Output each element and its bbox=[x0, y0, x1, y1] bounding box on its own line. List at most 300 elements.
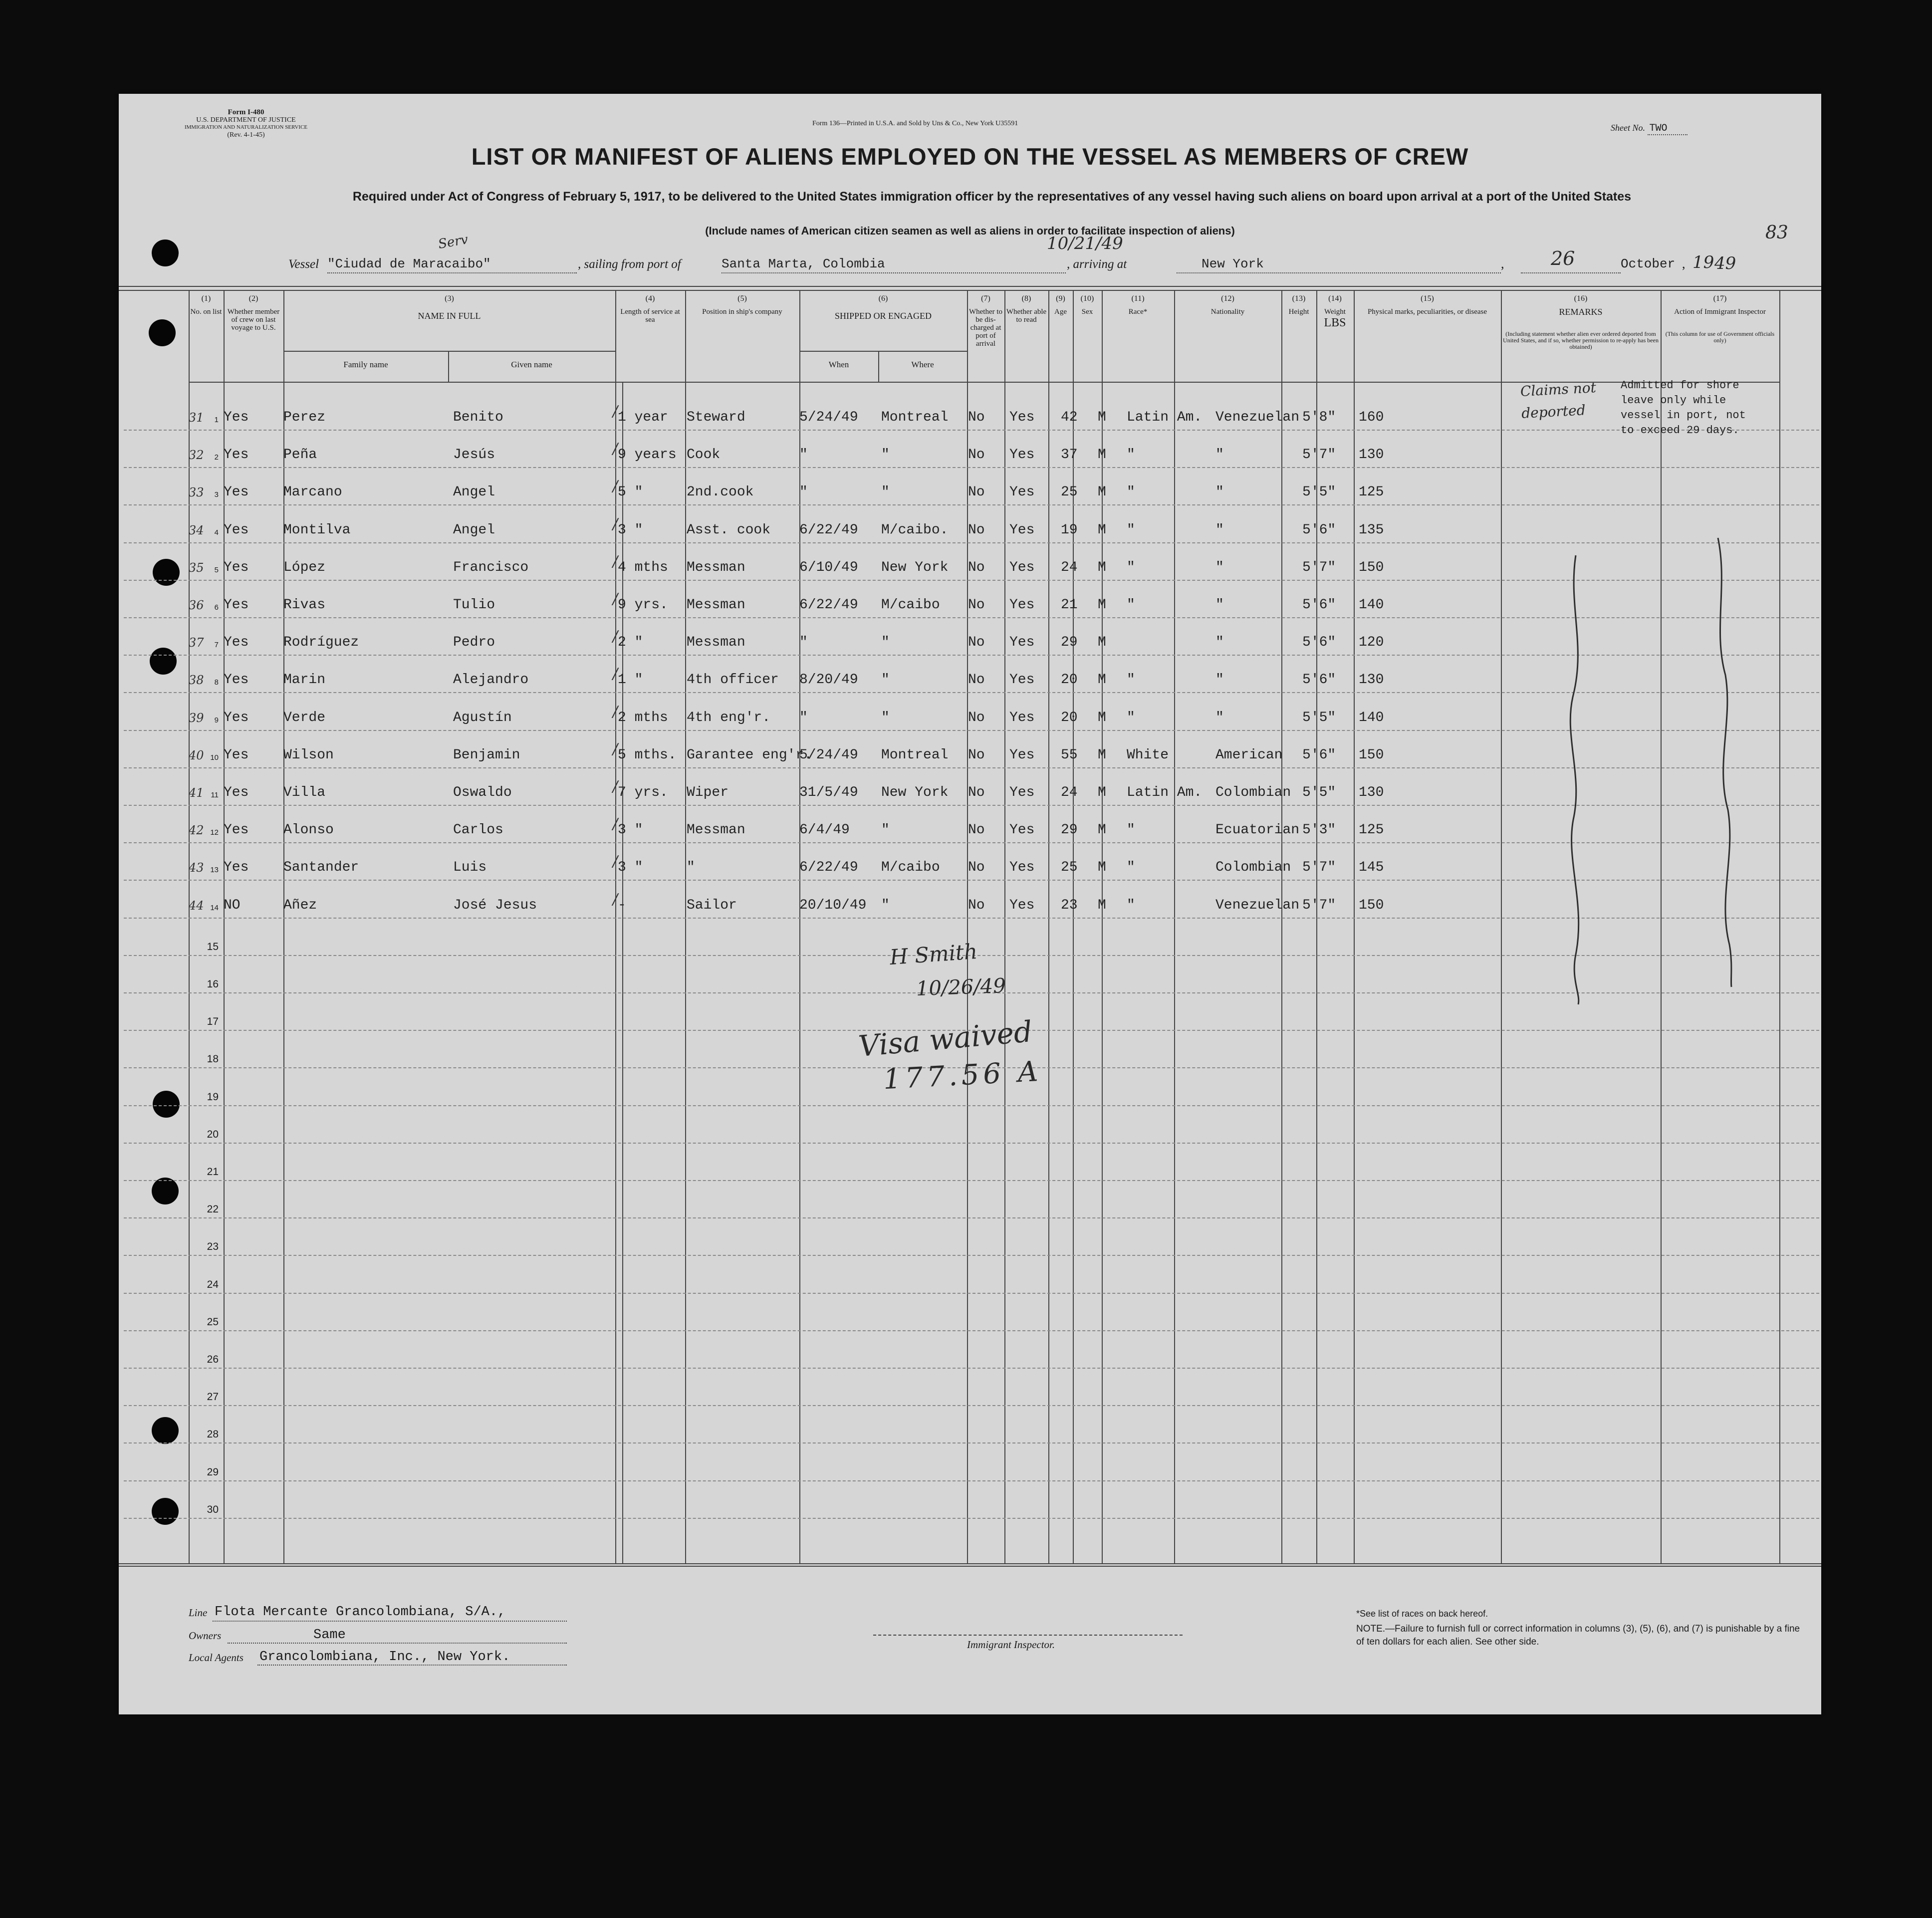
cell-position: Sailor bbox=[687, 897, 737, 913]
brace-line-col15 bbox=[1570, 555, 1579, 1004]
cell-prev: Yes bbox=[224, 672, 249, 688]
check-mark: / bbox=[613, 478, 618, 495]
agents-label: Local Agents bbox=[189, 1652, 243, 1664]
check-mark: / bbox=[613, 890, 618, 908]
printed-line-number: 18 bbox=[207, 1053, 219, 1065]
printed-line-number: 19 bbox=[207, 1091, 219, 1103]
cell-when: 6/10/49 bbox=[799, 559, 858, 575]
cell-family: Rodríguez bbox=[283, 635, 359, 651]
printed-line-number: 24 bbox=[207, 1278, 219, 1290]
column-number: (15) bbox=[1421, 294, 1434, 303]
cell-sex: M bbox=[1098, 559, 1106, 575]
printed-line-number: 16 bbox=[207, 978, 219, 990]
cell-sex: M bbox=[1098, 410, 1106, 425]
cell-family: Villa bbox=[283, 785, 326, 800]
printed-line-number: 8 bbox=[214, 678, 219, 687]
cell-race: White bbox=[1127, 747, 1169, 763]
row-number: 41 bbox=[189, 786, 204, 800]
column-sub-label: Where bbox=[911, 360, 934, 369]
cell-discharged: No bbox=[968, 822, 985, 838]
cell-family: Alonso bbox=[283, 822, 334, 838]
cell-position: 4th eng'r. bbox=[687, 710, 771, 725]
cell-service: 3 " bbox=[618, 822, 643, 838]
column-sub-label: (This column for use of Government officials only) bbox=[1665, 330, 1775, 344]
cell-race: " bbox=[1127, 897, 1135, 913]
cell-read: Yes bbox=[1009, 484, 1035, 500]
punch-hole bbox=[152, 240, 179, 266]
cell-given: Francisco bbox=[453, 559, 529, 575]
cell-weight: 125 bbox=[1359, 822, 1384, 838]
cell-sex: M bbox=[1098, 785, 1106, 800]
column-label: Whether to be dis-charged at port of arrival bbox=[968, 308, 1003, 348]
cell-position: Messman bbox=[687, 822, 745, 838]
column-label: Position in ship's company bbox=[702, 308, 782, 316]
cell-nationality: " bbox=[1215, 559, 1224, 575]
cell-read: Yes bbox=[1009, 860, 1035, 876]
cell-age: 55 bbox=[1061, 747, 1078, 763]
row-number: 35 bbox=[189, 560, 204, 575]
cell-weight: 150 bbox=[1359, 559, 1384, 575]
cell-nationality: " bbox=[1215, 672, 1224, 688]
cell-discharged: No bbox=[968, 410, 985, 425]
rule bbox=[119, 1566, 1821, 1567]
cell-age: 20 bbox=[1061, 710, 1078, 725]
year-prefix: 19 bbox=[1692, 252, 1714, 272]
cell-height: 5'8" bbox=[1302, 410, 1336, 425]
manifest-sheet bbox=[119, 94, 1821, 1714]
column-label: Nationality bbox=[1210, 308, 1245, 316]
cell-race: " bbox=[1127, 559, 1135, 575]
cell-height: 5'6" bbox=[1302, 747, 1336, 763]
cell-position: Cook bbox=[687, 447, 721, 463]
cell-race: " bbox=[1127, 860, 1135, 876]
cell-prev: Yes bbox=[224, 747, 249, 763]
cell-height: 5'7" bbox=[1302, 447, 1336, 463]
department-name: U.S. DEPARTMENT OF JUSTICE bbox=[196, 116, 296, 124]
cell-age: 42 bbox=[1061, 410, 1078, 425]
printed-line-number: 1 bbox=[214, 416, 219, 424]
check-mark: / bbox=[613, 740, 618, 758]
agents-value: Grancolombiana, Inc., New York. bbox=[259, 1650, 510, 1665]
cell-service: 3 " bbox=[618, 860, 643, 876]
cell-given: Luis bbox=[453, 860, 487, 876]
cell-race: " bbox=[1127, 672, 1135, 688]
printed-line-number: 23 bbox=[207, 1241, 219, 1253]
cell-position: " bbox=[687, 860, 695, 876]
column-number: (16) bbox=[1574, 294, 1588, 303]
cell-read: Yes bbox=[1009, 635, 1035, 651]
cell-service: 5 " bbox=[618, 484, 643, 500]
check-mark: / bbox=[613, 515, 618, 533]
cell-position: Steward bbox=[687, 410, 745, 425]
cell-where: " bbox=[881, 710, 890, 725]
cell-service: 5 mths. bbox=[618, 747, 677, 763]
form-number: Form I-480 bbox=[228, 108, 264, 116]
cell-age: 29 bbox=[1061, 635, 1078, 651]
column-number: (8) bbox=[1021, 294, 1031, 303]
cell-given: Pedro bbox=[453, 635, 495, 651]
cell-where: Montreal bbox=[881, 747, 949, 763]
cell-race: " bbox=[1127, 710, 1135, 725]
include-note: (Include names of American citizen seamen as well as aliens in order to facilitate inspection of aliens) bbox=[705, 225, 1235, 237]
cell-age: 24 bbox=[1061, 785, 1078, 800]
cell-discharged: No bbox=[968, 597, 985, 613]
cell-sex: M bbox=[1098, 710, 1106, 725]
cell-discharged: No bbox=[968, 785, 985, 800]
printed-line-number: 30 bbox=[207, 1503, 219, 1515]
column-number: (14) bbox=[1328, 294, 1342, 303]
cell-weight: 140 bbox=[1359, 597, 1384, 613]
cell-height: 5'7" bbox=[1302, 897, 1336, 913]
cell-when: 6/4/49 bbox=[799, 822, 850, 838]
cell-prev: Yes bbox=[224, 860, 249, 876]
printed-line-number: 15 bbox=[207, 941, 219, 953]
column-sub-label: Family name bbox=[343, 360, 388, 369]
row-number: 39 bbox=[189, 711, 204, 725]
cell-prev: Yes bbox=[224, 785, 249, 800]
vessel-hand-note: Serv bbox=[437, 232, 470, 252]
cell-when: 6/22/49 bbox=[799, 860, 858, 876]
row-number: 40 bbox=[189, 748, 204, 762]
cell-discharged: No bbox=[968, 522, 985, 538]
column-label: Race* bbox=[1128, 308, 1148, 316]
vessel-label: Vessel bbox=[288, 257, 319, 271]
cell-service: 9 yrs. bbox=[618, 597, 668, 613]
cell-height: 5'7" bbox=[1302, 860, 1336, 876]
column-label: Length of service at sea bbox=[620, 308, 680, 324]
cell-family: Marin bbox=[283, 672, 326, 688]
cell-position: 4th officer bbox=[687, 672, 779, 688]
column-label: REMARKS bbox=[1559, 307, 1603, 317]
column-number: (13) bbox=[1292, 294, 1306, 303]
printer-note: Form 136—Printed in U.S.A. and Sold by Uns & Co., New York U35591 bbox=[812, 120, 1018, 127]
printed-line-number: 3 bbox=[214, 490, 219, 499]
cell-height: 5'6" bbox=[1302, 672, 1336, 688]
cell-age: 21 bbox=[1061, 597, 1078, 613]
cell-given: Agustín bbox=[453, 710, 512, 725]
sailing-date-hand: 10/21/49 bbox=[1047, 234, 1123, 253]
cell-service: 3 " bbox=[618, 522, 643, 538]
column-number: (10) bbox=[1080, 294, 1094, 303]
printed-line-number: 27 bbox=[207, 1391, 219, 1403]
cell-discharged: No bbox=[968, 447, 985, 463]
cell-read: Yes bbox=[1009, 672, 1035, 688]
cell-discharged: No bbox=[968, 710, 985, 725]
page-number: 83 bbox=[1765, 223, 1788, 243]
cell-when: " bbox=[799, 635, 808, 651]
row-number: 33 bbox=[189, 485, 204, 500]
cell-when: 6/22/49 bbox=[799, 522, 858, 538]
cell-service: 1 year bbox=[618, 410, 668, 425]
cell-where: M/caibo. bbox=[881, 522, 949, 538]
cell-read: Yes bbox=[1009, 447, 1035, 463]
cell-discharged: No bbox=[968, 747, 985, 763]
row-number: 38 bbox=[189, 673, 204, 688]
cell-where: " bbox=[881, 635, 890, 651]
cell-service: 1 " bbox=[618, 672, 643, 688]
cell-discharged: No bbox=[968, 484, 985, 500]
cell-prev: NO bbox=[224, 897, 241, 913]
cell-position: Wiper bbox=[687, 785, 729, 800]
cell-weight: 130 bbox=[1359, 785, 1384, 800]
cell-position: Garantee eng'r. bbox=[687, 747, 813, 763]
cell-position: Messman bbox=[687, 635, 745, 651]
remarks-typed: Admitted for shore leave only while vessel in port, not to exceed 29 days. bbox=[1621, 379, 1746, 437]
cell-weight: 120 bbox=[1359, 635, 1384, 651]
cell-weight: 150 bbox=[1359, 897, 1384, 913]
cell-sex: M bbox=[1098, 522, 1106, 538]
cell-race: " bbox=[1127, 484, 1135, 500]
cell-given: Carlos bbox=[453, 822, 503, 838]
cell-when: " bbox=[799, 447, 808, 463]
cell-given: Benjamin bbox=[453, 747, 520, 763]
printed-line-number: 14 bbox=[210, 903, 219, 912]
cell-where: " bbox=[881, 484, 890, 500]
cell-nationality: " bbox=[1215, 635, 1224, 651]
cell-read: Yes bbox=[1009, 410, 1035, 425]
printed-line-number: 11 bbox=[211, 791, 219, 799]
column-label: Whether member of crew on last voyage to U.S. bbox=[227, 308, 280, 332]
cell-when: " bbox=[799, 710, 808, 725]
cell-weight: 145 bbox=[1359, 860, 1384, 876]
cell-weight: 130 bbox=[1359, 672, 1384, 688]
sheet-number bbox=[1611, 123, 1688, 134]
ditto-brace-lines bbox=[119, 286, 1821, 1566]
cell-given: Angel bbox=[453, 484, 495, 500]
cell-position: Asst. cook bbox=[687, 522, 771, 538]
cell-age: 23 bbox=[1061, 897, 1078, 913]
cell-position: Messman bbox=[687, 597, 745, 613]
column-label: Height bbox=[1288, 308, 1309, 316]
cell-nationality: Colombian bbox=[1215, 785, 1291, 800]
cell-sex: M bbox=[1098, 447, 1106, 463]
printed-line-number: 28 bbox=[207, 1429, 219, 1440]
cell-prev: Yes bbox=[224, 410, 249, 425]
cell-where: New York bbox=[881, 785, 949, 800]
printed-line-number: 5 bbox=[214, 565, 219, 574]
cell-weight: 150 bbox=[1359, 747, 1384, 763]
check-mark: / bbox=[613, 853, 618, 871]
cell-where: " bbox=[881, 822, 890, 838]
column-label: Whether able to read bbox=[1006, 308, 1047, 324]
cell-nationality: Venezuelan bbox=[1215, 410, 1300, 425]
column-number: (7) bbox=[981, 294, 990, 303]
row-number: 37 bbox=[189, 636, 204, 650]
cell-read: Yes bbox=[1009, 597, 1035, 613]
printed-line-number: 22 bbox=[207, 1203, 219, 1215]
cell-discharged: No bbox=[968, 897, 985, 913]
cell-nationality: " bbox=[1215, 484, 1224, 500]
crew-table bbox=[119, 286, 1821, 1566]
cell-race: Latin Am. bbox=[1127, 410, 1203, 425]
cell-read: Yes bbox=[1009, 747, 1035, 763]
races-note: *See list of races on back hereof. bbox=[1356, 1609, 1488, 1619]
cell-race: Latin Am. bbox=[1127, 785, 1203, 800]
cell-family: López bbox=[283, 559, 326, 575]
column-label: Sex bbox=[1081, 308, 1093, 316]
vessel-name: "Ciudad de Maracaibo" bbox=[327, 256, 491, 271]
vessel-line: Vessel "Ciudad de Maracaibo" Serv , sailing from port of Santa Marta, Colombia 10/21/49 , arriving at New York , 26 October , 19 49 bbox=[288, 232, 1736, 273]
cell-when: 5/24/49 bbox=[799, 410, 858, 425]
cell-position: Messman bbox=[687, 559, 745, 575]
cell-height: 5'6" bbox=[1302, 597, 1336, 613]
printed-line-number: 4 bbox=[214, 528, 219, 537]
service-name: IMMIGRATION AND NATURALIZATION SERVICE bbox=[184, 124, 308, 130]
row-number: 44 bbox=[189, 898, 204, 913]
cell-family: Verde bbox=[283, 710, 326, 725]
row-number: 43 bbox=[189, 861, 204, 875]
cell-prev: Yes bbox=[224, 447, 249, 463]
row-number: 34 bbox=[189, 523, 204, 537]
cell-sex: M bbox=[1098, 822, 1106, 838]
cell-discharged: No bbox=[968, 672, 985, 688]
printed-line-number: 2 bbox=[214, 453, 219, 462]
cell-sex: M bbox=[1098, 672, 1106, 688]
cell-family: Añez bbox=[283, 897, 317, 913]
cell-sex: M bbox=[1098, 747, 1106, 763]
printed-line-number: 21 bbox=[207, 1166, 219, 1178]
check-mark: / bbox=[613, 552, 618, 570]
cell-height: 5'5" bbox=[1302, 785, 1336, 800]
cell-nationality: " bbox=[1215, 597, 1224, 613]
column-number: (12) bbox=[1221, 294, 1234, 303]
column-number: (5) bbox=[737, 294, 747, 303]
cell-service: 2 " bbox=[618, 635, 643, 651]
brace-line-col16 bbox=[1718, 538, 1731, 987]
inspector-signature: H Smith bbox=[889, 939, 978, 970]
cell-read: Yes bbox=[1009, 822, 1035, 838]
revision-date: (Rev. 4-1-45) bbox=[227, 131, 265, 139]
cell-given: Jesús bbox=[453, 447, 495, 463]
column-label: Age bbox=[1054, 308, 1067, 316]
cell-prev: Yes bbox=[224, 710, 249, 725]
cell-prev: Yes bbox=[224, 635, 249, 651]
cell-when: 8/20/49 bbox=[799, 672, 858, 688]
cell-service: 7 yrs. bbox=[618, 785, 668, 800]
cell-nationality: " bbox=[1215, 447, 1224, 463]
cell-age: 19 bbox=[1061, 522, 1078, 538]
column-number: (3) bbox=[445, 294, 454, 303]
cell-prev: Yes bbox=[224, 522, 249, 538]
line-value: Flota Mercante Grancolombiana, S/A., bbox=[215, 1605, 506, 1620]
printed-line-number: 26 bbox=[207, 1354, 219, 1365]
column-number: (17) bbox=[1713, 294, 1727, 303]
row-number: 32 bbox=[189, 448, 204, 463]
arriving-label: , arriving at bbox=[1067, 257, 1127, 271]
cell-race: " bbox=[1127, 522, 1135, 538]
cell-nationality: Ecuatorian bbox=[1215, 822, 1300, 838]
printed-line-number: 9 bbox=[214, 716, 219, 724]
cell-when: " bbox=[799, 484, 808, 500]
cell-race: " bbox=[1127, 597, 1135, 613]
cell-sex: M bbox=[1098, 860, 1106, 876]
cell-nationality: Venezuelan bbox=[1215, 897, 1300, 913]
cell-family: Peña bbox=[283, 447, 317, 463]
cell-given: Oswaldo bbox=[453, 785, 512, 800]
arrival-day-hand: 26 bbox=[1551, 247, 1575, 269]
column-number: (11) bbox=[1131, 294, 1145, 303]
column-label: NAME IN FULL bbox=[418, 311, 481, 321]
cell-where: Montreal bbox=[881, 410, 949, 425]
row-number: 31 bbox=[189, 411, 204, 425]
arrival-month: October bbox=[1621, 256, 1676, 271]
cell-sex: M bbox=[1098, 897, 1106, 913]
check-mark: / bbox=[613, 403, 618, 420]
cell-prev: Yes bbox=[224, 559, 249, 575]
cell-nationality: American bbox=[1215, 747, 1283, 763]
check-mark: / bbox=[613, 628, 618, 646]
cell-given: José Jesus bbox=[453, 897, 537, 913]
cell-family: Marcano bbox=[283, 484, 342, 500]
year-hand: 49 bbox=[1714, 253, 1736, 273]
cell-where: " bbox=[881, 897, 890, 913]
page-title: LIST OR MANIFEST OF ALIENS EMPLOYED ON THE VESSEL AS MEMBERS OF CREW bbox=[471, 143, 1469, 170]
owners-value: Same bbox=[313, 1628, 346, 1643]
printed-line-number: 13 bbox=[210, 866, 219, 875]
cell-weight: 140 bbox=[1359, 710, 1384, 725]
printed-line-number: 12 bbox=[210, 828, 219, 837]
requirement-text: Required under Act of Congress of February 5, 1917, to be delivered to the United States immigration officer by the representatives of any vessel having such aliens on board upon arrival at a port of the United States bbox=[352, 190, 1632, 204]
check-mark: / bbox=[613, 440, 618, 458]
visa-number-note: 177.56 A bbox=[882, 1055, 1043, 1096]
cell-family: Rivas bbox=[283, 597, 326, 613]
cell-sex: M bbox=[1098, 597, 1106, 613]
cell-read: Yes bbox=[1009, 897, 1035, 913]
printed-line-number: 10 bbox=[210, 753, 219, 762]
column-extra: LBS bbox=[1324, 316, 1346, 329]
cell-sex: M bbox=[1098, 635, 1106, 651]
cell-family: Santander bbox=[283, 860, 359, 876]
cell-read: Yes bbox=[1009, 559, 1035, 575]
cell-given: Tulio bbox=[453, 597, 495, 613]
cell-age: 37 bbox=[1061, 447, 1078, 463]
column-number: (9) bbox=[1056, 294, 1065, 303]
cell-height: 5'6" bbox=[1302, 635, 1336, 651]
cell-race: " bbox=[1127, 447, 1135, 463]
visa-waived-note: Visa waived bbox=[857, 1014, 1034, 1064]
cell-read: Yes bbox=[1009, 522, 1035, 538]
check-mark: / bbox=[613, 665, 618, 683]
cell-when: 5/24/49 bbox=[799, 747, 858, 763]
cell-weight: 160 bbox=[1359, 410, 1384, 425]
column-sub-label: When bbox=[828, 360, 849, 369]
cell-weight: 125 bbox=[1359, 484, 1384, 500]
printed-line-number: 6 bbox=[214, 603, 219, 612]
cell-where: New York bbox=[881, 559, 949, 575]
line-label: Line bbox=[189, 1607, 208, 1619]
port-from: Santa Marta, Colombia bbox=[722, 256, 885, 271]
printed-line-number: 20 bbox=[207, 1128, 219, 1140]
cell-read: Yes bbox=[1009, 710, 1035, 725]
cell-prev: Yes bbox=[224, 484, 249, 500]
printed-line-number: 29 bbox=[207, 1466, 219, 1478]
cell-height: 5'5" bbox=[1302, 484, 1336, 500]
sailing-label: , sailing from port of bbox=[578, 257, 681, 271]
cell-weight: 130 bbox=[1359, 447, 1384, 463]
cell-nationality: " bbox=[1215, 710, 1224, 725]
cell-read: Yes bbox=[1009, 785, 1035, 800]
cell-discharged: No bbox=[968, 860, 985, 876]
cell-when: 20/10/49 bbox=[799, 897, 867, 913]
cell-given: Alejandro bbox=[453, 672, 529, 688]
cell-given: Benito bbox=[453, 410, 503, 425]
column-label: Action of Immigrant Inspector bbox=[1674, 308, 1766, 316]
cell-age: 29 bbox=[1061, 822, 1078, 838]
cell-family: Wilson bbox=[283, 747, 334, 763]
column-label: Physical marks, peculiarities, or disease bbox=[1367, 308, 1487, 316]
row-number: 36 bbox=[189, 598, 204, 612]
fine-note: NOTE.—Failure to furnish full or correct information in columns (3), (5), (6), and (7) is punishable by a fine of ten dollars for each alien. See other side. bbox=[1356, 1624, 1800, 1647]
